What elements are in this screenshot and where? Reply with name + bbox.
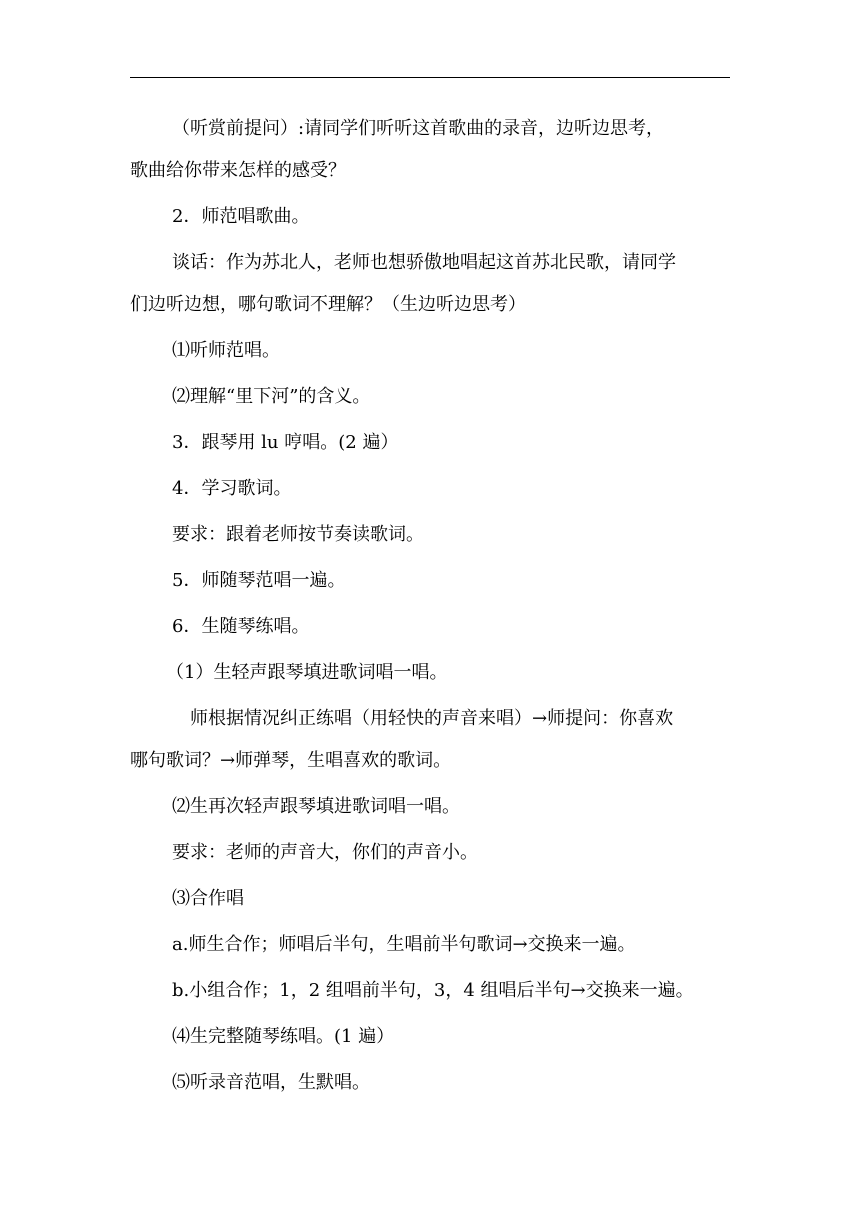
paragraph-line: ⑶合作唱 (172, 888, 244, 909)
paragraph-line: 4．学习歌词。 (172, 478, 292, 499)
header-rule (130, 77, 730, 78)
paragraph-line: a.师生合作；师唱后半句，生唱前半句歌词→交换来一遍。 (172, 934, 636, 955)
paragraph-line: 谈话：作为苏北人，老师也想骄傲地唱起这首苏北民歌，请同学 (172, 252, 676, 273)
paragraph-line: 歌曲给你带来怎样的感受？ (130, 160, 346, 181)
paragraph-line: （听赏前提问）:请同学们听听这首歌曲的录音，边听边思考， (172, 118, 665, 139)
paragraph-line: 要求：老师的声音大，你们的声音小。 (172, 842, 478, 863)
paragraph-line: 们边听边想，哪句歌词不理解？（生边听边思考） (130, 294, 526, 315)
paragraph-line: 师根据情况纠正练唱（用轻快的声音来唱）→师提问：你喜欢 (190, 708, 674, 729)
paragraph-line: （1）生轻声跟琴填进歌词唱一唱。 (166, 662, 448, 683)
paragraph-line: b.小组合作；1，2 组唱前半句，3，4 组唱后半句→交换来一遍。 (172, 980, 694, 1001)
paragraph-line: ⑷生完整随琴练唱。(1 遍） (172, 1026, 395, 1047)
paragraph-line: 3．跟琴用 lu 哼唱。(2 遍） (172, 432, 399, 453)
paragraph-line: ⑴听师范唱。 (172, 340, 280, 361)
document-body (130, 108, 732, 1094)
paragraph-line: 要求：跟着老师按节奏读歌词。 (172, 524, 424, 545)
paragraph-line: 5．师随琴范唱一遍。 (172, 570, 346, 591)
paragraph-line: ⑸听录音范唱，生默唱。 (172, 1072, 370, 1093)
paragraph-line: ⑵生再次轻声跟琴填进歌词唱一唱。 (172, 796, 460, 817)
paragraph-line: 6．生随琴练唱。 (172, 616, 310, 637)
paragraph-line: 哪句歌词？→师弹琴，生唱喜欢的歌词。 (130, 750, 452, 771)
paragraph-line: 2．师范唱歌曲。 (172, 206, 310, 227)
paragraph-line: ⑵理解“里下河”的含义。 (172, 386, 371, 407)
